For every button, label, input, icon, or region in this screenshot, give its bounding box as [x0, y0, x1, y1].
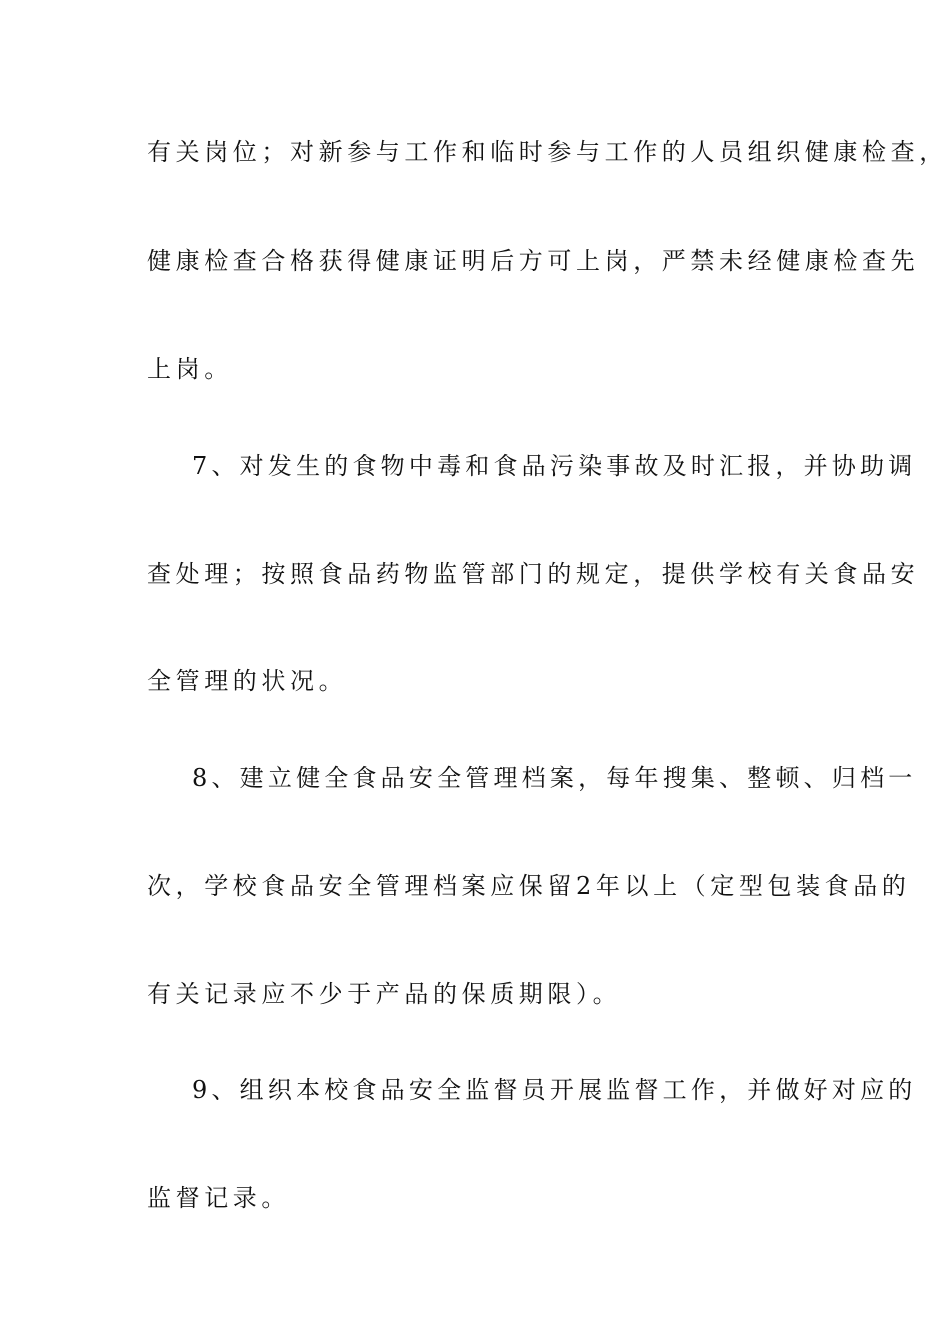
body-text-line: 有关记录应不少于产品的保质期限）。 — [147, 980, 622, 1008]
body-text-line: 次，学校食品安全管理档案应保留2年以上（定型包装食品的 — [147, 872, 911, 900]
body-text-line: 有关岗位；对新参与工作和临时参与工作的人员组织健康检查， — [147, 138, 948, 166]
item-7-first-line: 7、对发生的食物中毒和食品污染事故及时汇报，并协助调 — [192, 452, 917, 480]
item-9-first-line: 9、组织本校食品安全监督员开展监督工作，并做好对应的 — [192, 1076, 917, 1104]
body-text-line: 上岗。 — [147, 355, 233, 383]
body-text-line: 健康检查合格获得健康证明后方可上岗，严禁未经健康检查先 — [147, 247, 920, 275]
item-8-first-line: 8、建立健全食品安全管理档案，每年搜集、整顿、归档一 — [192, 764, 917, 792]
body-text-line: 监督记录。 — [147, 1184, 290, 1212]
body-text-line: 查处理；按照食品药物监管部门的规定，提供学校有关食品安 — [147, 560, 920, 588]
body-text-line: 全管理的状况。 — [147, 667, 348, 695]
